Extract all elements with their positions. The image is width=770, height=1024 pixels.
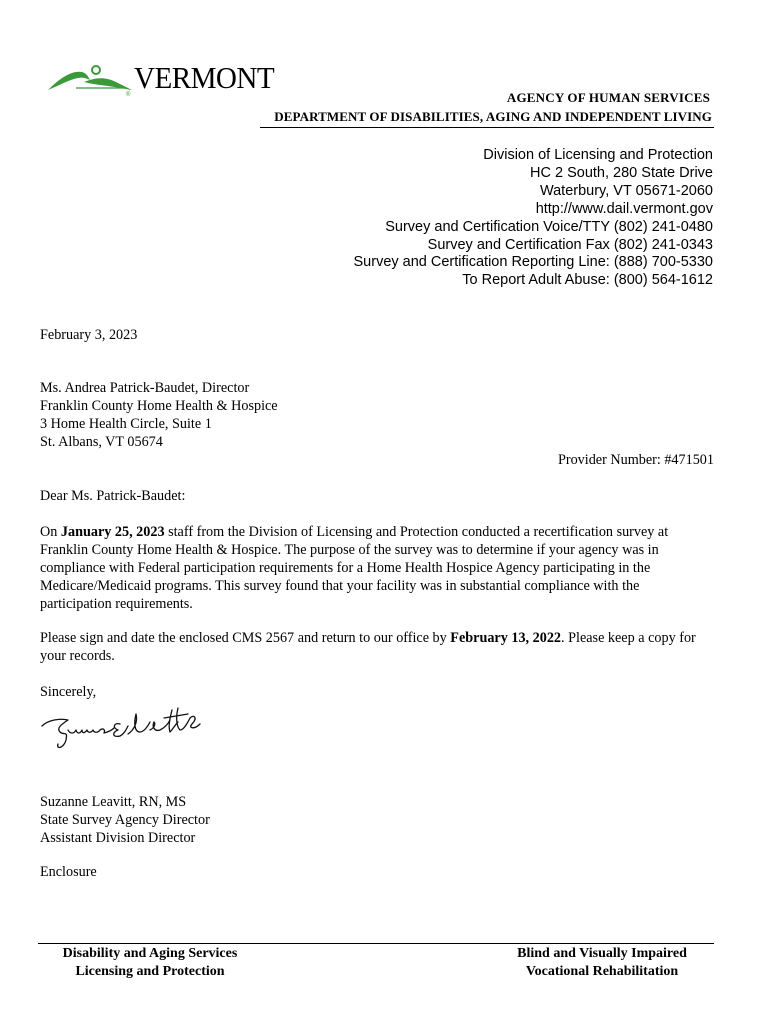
survey-date: January 25, 2023 xyxy=(60,524,165,540)
signer-block xyxy=(40,793,210,847)
recipient-organization: Franklin County Home Health & Hospice xyxy=(40,398,278,414)
letterhead-divider xyxy=(260,127,714,128)
recipient-city: St. Albans, VT 05674 xyxy=(40,434,163,450)
instructions-paragraph xyxy=(40,629,712,665)
division-voice-tty: Survey and Certification Voice/TTY (802) 241-0480 xyxy=(385,218,713,235)
survey-paragraph xyxy=(40,523,712,613)
division-address-line: HC 2 South, 280 State Drive xyxy=(530,164,713,181)
signer-name: Suzanne Leavitt, RN, MS xyxy=(40,794,187,810)
instructions-prefix: Please sign and date the enclosed CMS 2567 and return to our office by xyxy=(40,630,451,646)
survey-paragraph-prefix: On xyxy=(40,524,61,540)
footer-right xyxy=(492,945,712,980)
logo-wordmark: VERMONT xyxy=(134,60,275,95)
recipient-street: 3 Home Health Circle, Suite 1 xyxy=(40,416,212,432)
division-contact-block xyxy=(354,147,714,290)
footer-left-line-2: Licensing and Protection xyxy=(75,963,225,979)
recipient-name: Ms. Andrea Patrick-Baudet, Director xyxy=(40,380,250,396)
enclosure-note: Enclosure xyxy=(40,864,97,880)
return-deadline: February 13, 2022 xyxy=(450,630,562,646)
handwritten-signature xyxy=(38,700,213,760)
footer-left xyxy=(40,945,260,980)
footer-left-line-1: Disability and Aging Services xyxy=(62,946,238,961)
division-reporting-line: Survey and Certification Reporting Line: (888) 700-5330 xyxy=(353,254,713,271)
letter-date: February 3, 2023 xyxy=(40,327,138,343)
recipient-address xyxy=(40,379,278,451)
vermont-logo xyxy=(46,60,278,98)
closing: Sincerely, xyxy=(40,684,97,700)
division-name: Division of Licensing and Protection xyxy=(483,147,713,163)
footer-right-line-1: Blind and Visually Impaired xyxy=(517,946,687,961)
green-mountain-logo-icon xyxy=(46,60,136,98)
division-fax: Survey and Certification Fax (802) 241-0343 xyxy=(427,236,713,253)
survey-paragraph-text: staff from the Division of Licensing and Protection conducted a recertification survey at Franklin County Home Health & Hospice. The purpose of the survey was to determine if your agency was in compliance with Federal participation requirements for a Home Health Hospice Agency participating in the Medicare/Medicaid programs. This survey found that your facility was in substantial compliance with the participation requirements. xyxy=(40,524,669,612)
department-name: DEPARTMENT OF DISABILITIES, AGING AND INDEPENDENT LIVING xyxy=(274,109,712,124)
footer-right-line-2: Vocational Rehabilitation xyxy=(525,963,679,979)
division-city-line: Waterbury, VT 05671-2060 xyxy=(539,182,713,199)
signature-icon xyxy=(38,700,213,760)
division-abuse-line: To Report Adult Abuse: (800) 564-1612 xyxy=(462,272,713,289)
agency-name: AGENCY OF HUMAN SERVICES xyxy=(506,90,710,105)
footer-divider xyxy=(38,943,714,944)
signer-title: State Survey Agency Director xyxy=(40,812,210,828)
provider-number: Provider Number: #471501 xyxy=(557,452,714,468)
instructions-suffix: . Please keep a copy for your records. xyxy=(40,630,696,664)
division-website-link[interactable]: http://www.dail.vermont.gov xyxy=(535,200,713,217)
svg-text:®: ® xyxy=(126,92,131,98)
signer-role: Assistant Division Director xyxy=(40,830,196,846)
salutation: Dear Ms. Patrick-Baudet: xyxy=(40,488,186,504)
